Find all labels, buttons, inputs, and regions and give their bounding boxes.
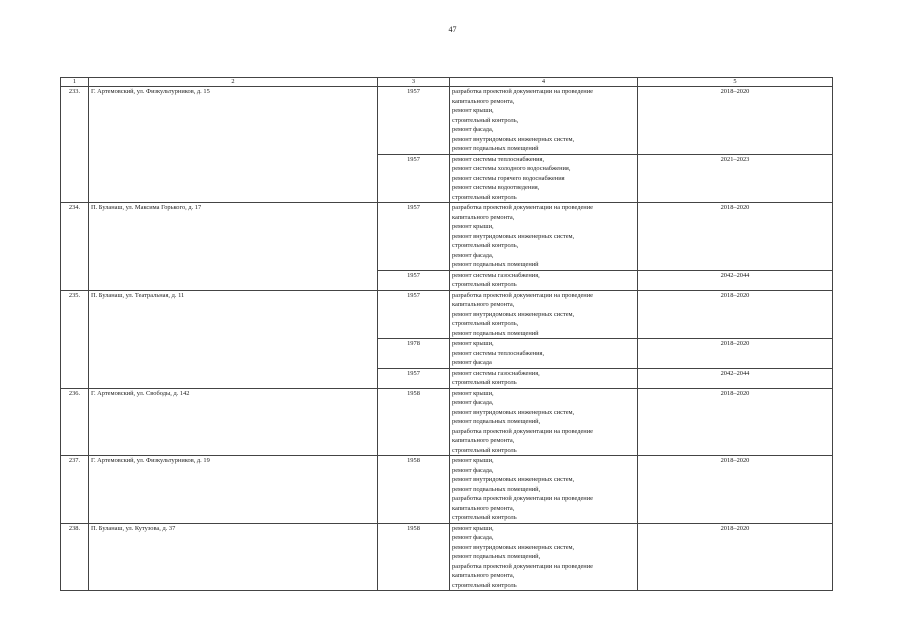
work-item: разработка проектной документации на проведение <box>452 495 593 502</box>
work-item: ремонт фасада, <box>452 466 494 474</box>
year-value: 1957 <box>378 87 450 155</box>
work-item: ремонт системы горячего водоснабжения <box>452 174 565 182</box>
works-list <box>450 388 638 456</box>
repair-period: 2018–2020 <box>638 290 833 339</box>
object-number: 234. <box>61 203 89 291</box>
work-item: строительный контроль, <box>452 242 519 249</box>
work-item: ремонт системы теплоснабжения, <box>452 155 545 163</box>
works-list <box>450 523 638 591</box>
work-item: ремонт внутридомовых инженерных систем, <box>452 408 575 416</box>
work-item: ремонт фасада, <box>452 126 494 133</box>
works-list <box>450 368 638 388</box>
year-value: 1958 <box>378 388 450 456</box>
work-item: разработка проектной документации на проведение <box>452 291 593 299</box>
table-row <box>61 87 833 155</box>
work-item: капитального ремонта, <box>452 97 515 105</box>
work-item: ремонт фасада <box>452 359 492 366</box>
work-item: капитального ремонта, <box>452 213 515 221</box>
repair-period: 2018–2020 <box>638 456 833 524</box>
work-item: капитального ремонта, <box>452 301 515 308</box>
work-item: капитального ремонта, <box>452 504 515 512</box>
works-list <box>450 203 638 271</box>
work-item: ремонт подвальных помещений <box>452 145 539 152</box>
work-item: строительный контроль, <box>452 320 519 327</box>
object-number: 238. <box>61 523 89 591</box>
column-number-row <box>61 78 833 87</box>
work-item: ремонт фасада, <box>452 534 494 541</box>
year-value: 1958 <box>378 523 450 591</box>
work-item: ремонт крыши, <box>452 524 494 532</box>
work-item: ремонт подвальных помещений, <box>452 418 541 425</box>
object-address: П. Буланаш, ул. Максима Горького, д. 17 <box>89 203 378 291</box>
work-item: ремонт крыши, <box>452 107 494 114</box>
work-item: строительный контроль <box>452 193 517 201</box>
works-list <box>450 154 638 203</box>
work-item: капитального ремонта, <box>452 437 515 444</box>
table-row <box>61 290 833 339</box>
work-item: ремонт внутридомовых инженерных систем, <box>452 232 575 240</box>
repair-period: 2042–2044 <box>638 270 833 290</box>
year-value: 1957 <box>378 368 450 388</box>
repair-period: 2018–2020 <box>638 87 833 155</box>
work-item: ремонт системы газоснабжения, <box>452 271 540 279</box>
work-item: ремонт системы газоснабжения, <box>452 369 540 377</box>
object-address: Г. Артемовский, ул. Физкультурников, д. 19 <box>89 456 378 524</box>
works-list <box>450 339 638 369</box>
work-item: разработка проектной документации на проведение <box>452 204 593 211</box>
work-item: строительный контроль <box>452 281 517 288</box>
repair-register-table <box>60 77 833 591</box>
year-value: 1957 <box>378 270 450 290</box>
table-row <box>61 203 833 271</box>
work-item: разработка проектной документации на проведение <box>452 427 593 435</box>
object-number: 237. <box>61 456 89 524</box>
repair-period: 2042–2044 <box>638 368 833 388</box>
year-value: 1978 <box>378 339 450 369</box>
object-number: 236. <box>61 388 89 456</box>
object-address: П. Буланаш, ул. Театральная, д. 11 <box>89 290 378 388</box>
work-item: ремонт системы холодного водоснабжения, <box>452 165 571 172</box>
object-address: П. Буланаш, ул. Кутузова, д. 37 <box>89 523 378 591</box>
year-value: 1957 <box>378 154 450 203</box>
year-value: 1957 <box>378 290 450 339</box>
work-item: ремонт системы водоотведения, <box>452 184 540 191</box>
work-item: ремонт подвальных помещений, <box>452 485 541 493</box>
repair-period: 2018–2020 <box>638 523 833 591</box>
repair-period: 2018–2020 <box>638 339 833 369</box>
work-item: ремонт крыши, <box>452 223 494 230</box>
table-row <box>61 456 833 524</box>
repair-period: 2018–2020 <box>638 203 833 271</box>
repair-period: 2018–2020 <box>638 388 833 456</box>
work-item: ремонт внутридомовых инженерных систем, <box>452 543 575 551</box>
works-list <box>450 290 638 339</box>
work-item: ремонт внутридомовых инженерных систем, <box>452 476 575 483</box>
work-item: ремонт внутридомовых инженерных систем, <box>452 135 575 143</box>
column-number: 4 <box>450 78 638 87</box>
work-item: капитального ремонта, <box>452 572 515 579</box>
work-item: ремонт крыши, <box>452 389 494 397</box>
object-address: Г. Артемовский, ул. Физкультурников, д. 15 <box>89 87 378 203</box>
work-item: строительный контроль <box>452 379 517 386</box>
column-number: 1 <box>61 78 89 87</box>
object-number: 233. <box>61 87 89 203</box>
work-item: ремонт подвальных помещений, <box>452 553 541 560</box>
work-item: разработка проектной документации на проведение <box>452 562 593 570</box>
work-item: ремонт крыши, <box>452 340 494 347</box>
repair-period: 2021–2023 <box>638 154 833 203</box>
work-item: строительный контроль <box>452 581 517 589</box>
works-list <box>450 87 638 155</box>
page-number: 47 <box>448 25 457 34</box>
work-item: ремонт крыши, <box>452 457 494 464</box>
work-item: ремонт подвальных помещений <box>452 261 539 268</box>
column-number: 3 <box>378 78 450 87</box>
column-number: 2 <box>89 78 378 87</box>
table-row <box>61 523 833 591</box>
year-value: 1958 <box>378 456 450 524</box>
work-item: строительный контроль <box>452 514 517 521</box>
work-item: ремонт подвальных помещений <box>452 329 539 337</box>
work-item: разработка проектной документации на проведение <box>452 88 593 95</box>
work-item: ремонт фасада, <box>452 251 494 259</box>
column-number: 5 <box>638 78 833 87</box>
works-list <box>450 456 638 524</box>
object-number: 235. <box>61 290 89 388</box>
work-item: строительный контроль <box>452 446 517 454</box>
table-row <box>61 388 833 456</box>
object-address: Г. Артемовский, ул. Свободы, д. 142 <box>89 388 378 456</box>
work-item: строительный контроль, <box>452 116 519 124</box>
work-item: ремонт фасада, <box>452 399 494 406</box>
work-item: ремонт внутридомовых инженерных систем, <box>452 310 575 318</box>
works-list <box>450 270 638 290</box>
year-value: 1957 <box>378 203 450 271</box>
work-item: ремонт системы теплоснабжения, <box>452 349 545 357</box>
